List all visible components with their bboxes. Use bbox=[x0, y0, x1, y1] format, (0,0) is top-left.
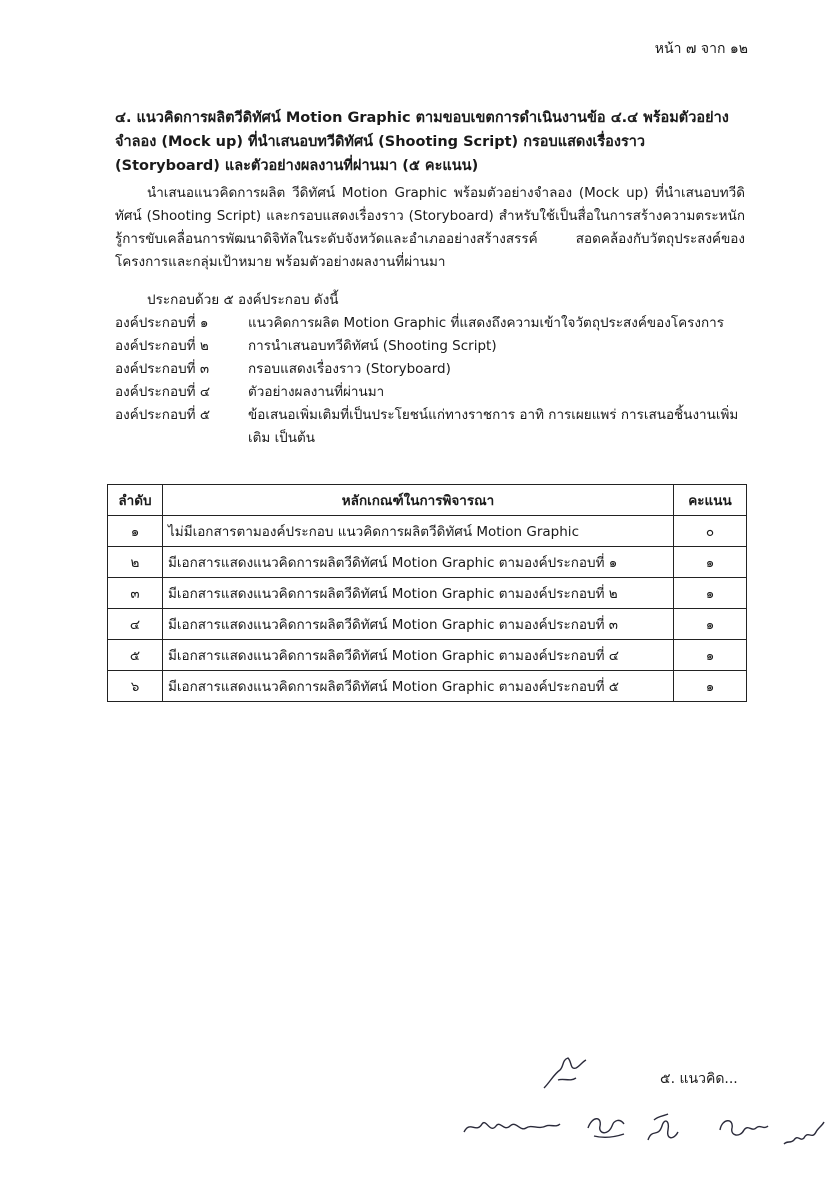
component-item bbox=[115, 404, 745, 450]
table-row bbox=[108, 609, 747, 640]
row-no: ๒ bbox=[108, 547, 163, 578]
row-no: ๔ bbox=[108, 609, 163, 640]
component-label: องค์ประกอบที่ ๒ bbox=[115, 338, 209, 354]
component-label: องค์ประกอบที่ ๓ bbox=[115, 361, 210, 377]
footer-next-section: ๕. แนวคิด... bbox=[660, 1071, 738, 1087]
row-no: ๕ bbox=[108, 640, 163, 671]
component-label: องค์ประกอบที่ ๕ bbox=[115, 407, 211, 423]
component-label: องค์ประกอบที่ ๔ bbox=[115, 384, 211, 400]
signature-4 bbox=[642, 1110, 682, 1150]
row-no: ๖ bbox=[108, 671, 163, 702]
table-row bbox=[108, 640, 747, 671]
row-criterion: มีเอกสารแสดงแนวคิดการผลิตวีดิทัศน์ Motion Graphic ตามองค์ประกอบที่ ๒ bbox=[163, 578, 674, 609]
component-item bbox=[115, 312, 745, 335]
page-number: หน้า ๗ จาก ๑๒ bbox=[654, 41, 748, 57]
header-score: คะแนน bbox=[674, 485, 747, 516]
row-criterion: มีเอกสารแสดงแนวคิดการผลิตวีดิทัศน์ Motion Graphic ตามองค์ประกอบที่ ๕ bbox=[163, 671, 674, 702]
criteria-table bbox=[107, 484, 747, 702]
row-no: ๓ bbox=[108, 578, 163, 609]
component-text: การนำเสนอบทวีดิทัศน์ (Shooting Script) bbox=[248, 338, 497, 354]
row-score: ๑ bbox=[674, 640, 747, 671]
table-header-row bbox=[108, 485, 747, 516]
table-row bbox=[108, 578, 747, 609]
component-item bbox=[115, 381, 745, 404]
components-list bbox=[115, 312, 745, 450]
component-item bbox=[115, 335, 745, 358]
row-criterion: มีเอกสารแสดงแนวคิดการผลิตวีดิทัศน์ Motion Graphic ตามองค์ประกอบที่ ๔ bbox=[163, 640, 674, 671]
component-text: กรอบแสดงเรื่องราว (Storyboard) bbox=[248, 361, 451, 377]
component-item bbox=[115, 358, 745, 381]
row-score: ๐ bbox=[674, 516, 747, 547]
component-text: ตัวอย่างผลงานที่ผ่านมา bbox=[248, 384, 385, 400]
intro-line: ประกอบด้วย ๕ องค์ประกอบ ดังนี้ bbox=[147, 292, 339, 308]
table-row bbox=[108, 547, 747, 578]
signature-5 bbox=[716, 1112, 772, 1144]
row-score: ๑ bbox=[674, 578, 747, 609]
component-label: องค์ประกอบที่ ๑ bbox=[115, 315, 209, 331]
header-criterion: หลักเกณฑ์ในการพิจารณา bbox=[163, 485, 674, 516]
component-text: แนวคิดการผลิต Motion Graphic ที่แสดงถึงความเข้าใจวัตถุประสงค์ของโครงการ bbox=[248, 315, 724, 331]
table-row bbox=[108, 671, 747, 702]
body-paragraph: นำเสนอแนวคิดการผลิต วีดิทัศน์ Motion Graphic พร้อมตัวอย่างจำลอง (Mock up) ที่นำเสนอบทวีดิทัศน์ (Shooting Script) และกรอบแสดงเรื่องราว (Storyboard) สำหรับใช้เป็นสื่อในการสร้างความตระหนักรู้การขับเคลื่อนการพัฒนาดิจิทัลในระดับจังหวัดและอำเภออย่างสร้างสรรค์ สอดคล้องกับวัตถุประสงค์ของโครงการและกลุ่มเป้าหมาย พร้อมตัวอย่างผลงานที่ผ่านมา bbox=[115, 185, 745, 270]
table-row bbox=[108, 516, 747, 547]
signature-3 bbox=[584, 1108, 628, 1142]
row-criterion: มีเอกสารแสดงแนวคิดการผลิตวีดิทัศน์ Motion Graphic ตามองค์ประกอบที่ ๑ bbox=[163, 547, 674, 578]
row-criterion: มีเอกสารแสดงแนวคิดการผลิตวีดิทัศน์ Motion Graphic ตามองค์ประกอบที่ ๓ bbox=[163, 609, 674, 640]
row-score: ๑ bbox=[674, 547, 747, 578]
signature-1 bbox=[540, 1052, 590, 1094]
signature-6 bbox=[782, 1118, 826, 1152]
component-text: ข้อเสนอเพิ่มเติมที่เป็นประโยชน์แก่ทางราชการ อาทิ การเผยแพร่ การเสนอชิ้นงานเพิ่มเติม เป็นต้น bbox=[248, 407, 739, 446]
row-criterion: ไม่มีเอกสารตามองค์ประกอบ แนวคิดการผลิตวีดิทัศน์ Motion Graphic bbox=[163, 516, 674, 547]
signature-2 bbox=[462, 1110, 562, 1144]
header-no: ลำดับ bbox=[108, 485, 163, 516]
row-no: ๑ bbox=[108, 516, 163, 547]
section-title: ๔. แนวคิดการผลิตวีดิทัศน์ Motion Graphic ตามขอบเขตการดำเนินงานข้อ ๔.๔ พร้อมตัวอย่างจำลอง (Mock up) ที่นำเสนอบทวีดิทัศน์ (Shooting Script) กรอบแสดงเรื่องราว (Storyboard) และตัวอย่างผลงานที่ผ่านมา (๕ คะแนน) bbox=[115, 110, 729, 174]
row-score: ๑ bbox=[674, 609, 747, 640]
row-score: ๑ bbox=[674, 671, 747, 702]
